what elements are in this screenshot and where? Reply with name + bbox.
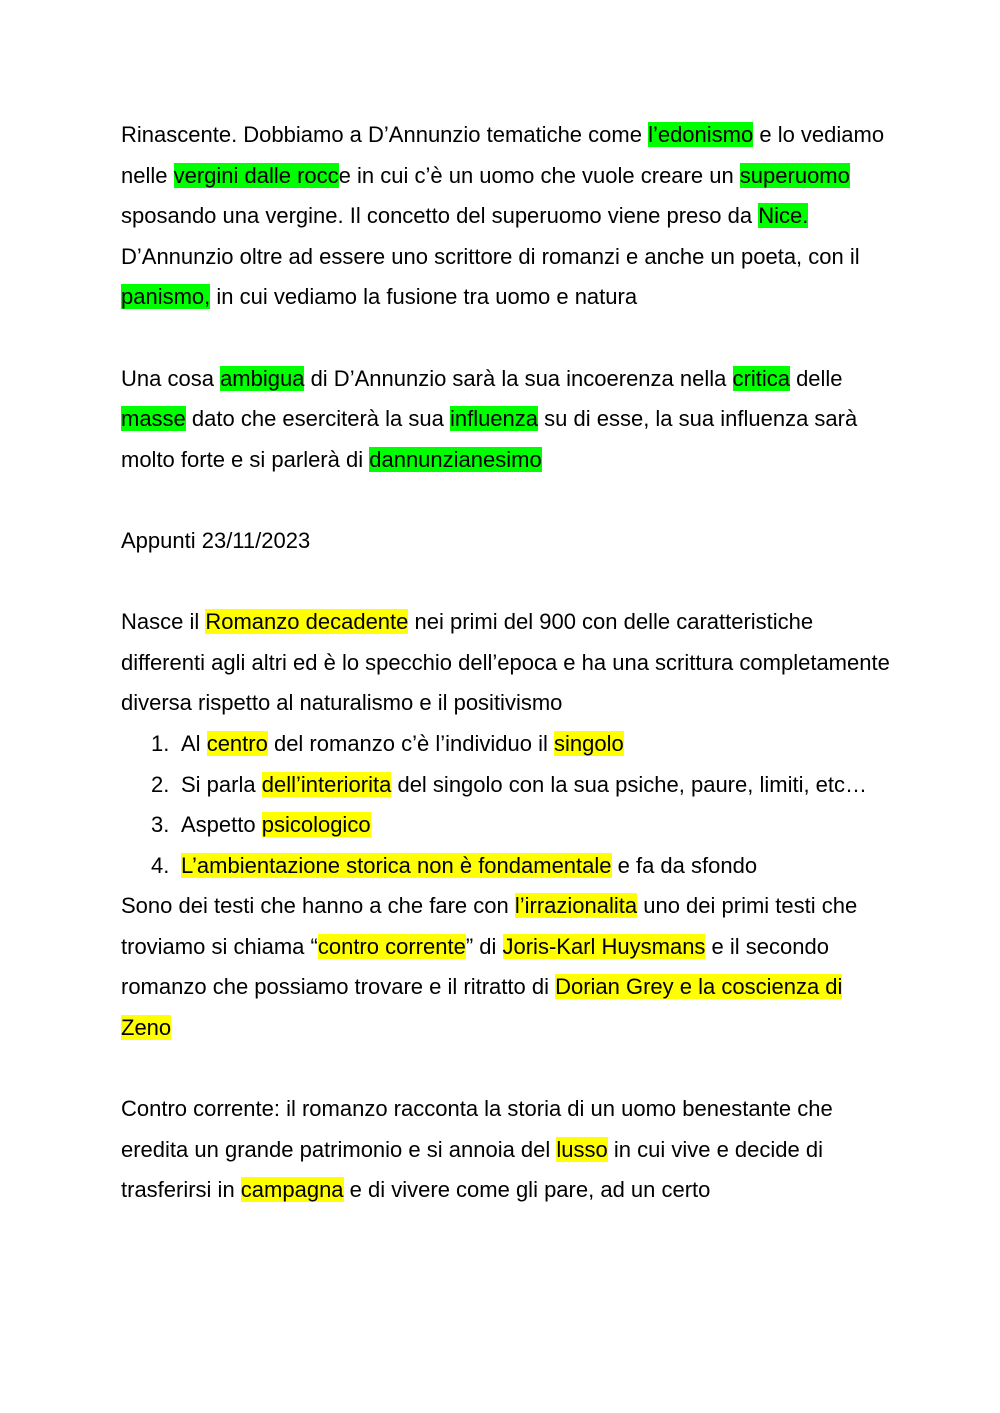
highlight-dannunzianesimo: dannunzianesimo (369, 446, 542, 472)
highlight-vergini-dalle-rocce: vergini dalle rocc (173, 162, 339, 188)
text-run: di D’Annunzio sarà la sua incoerenza nella (304, 365, 733, 391)
highlight-dorian-grey-zeno: Dorian Grey e la coscienza di Zeno (121, 974, 843, 1041)
highlight-lusso: lusso (556, 1136, 608, 1162)
highlight-critica: critica (732, 365, 790, 391)
text-run: e fa da sfondo (611, 852, 758, 878)
list-item (121, 765, 891, 806)
highlight-superuomo: superuomo (739, 162, 850, 188)
paragraph-gap (121, 318, 891, 359)
highlight-masse: masse (121, 406, 186, 432)
highlight-interiorita: dell’interiorita (261, 771, 392, 797)
highlight-psicologico: psicologico (261, 812, 371, 838)
highlight-ambientazione: L’ambientazione storica non è fondamentale (181, 852, 612, 878)
text-run: su di esse, la sua influenza sarà molto forte e si parlerà di (121, 406, 858, 472)
text-run: Contro corrente: il romanzo racconta la storia di un uomo benestante che eredita un grande patrimonio e si annoia del (121, 1096, 833, 1162)
text-run: Una cosa (121, 365, 221, 391)
text-run: nei primi del 900 con delle caratteristiche differenti agli altri ed è lo specchio dell’epoca e ha una scrittura completamente diversa rispetto al naturalismo e il positivismo (121, 609, 890, 716)
text-run: uno dei primi testi che troviamo si chiama “ (121, 893, 858, 959)
text-run: e il secondo romanzo che possiamo trovare e il ritratto di (121, 933, 829, 1000)
highlight-romanzo-decadente: Romanzo decadente (205, 609, 409, 635)
list-item (121, 846, 891, 887)
highlight-irrazionalita: l’irrazionalita (514, 893, 638, 919)
list-number: 4. (151, 852, 170, 878)
text-run: delle (789, 365, 843, 391)
text-run: e lo vediamo nelle (121, 122, 885, 188)
text-run: sposando una vergine. Il concetto del superuomo viene preso da (121, 203, 759, 229)
text-run: Sono dei testi che hanno a che fare con (121, 893, 515, 919)
paragraph-gap (121, 1049, 891, 1090)
highlight-singolo: singolo (553, 730, 624, 756)
highlight-centro: centro (206, 730, 268, 756)
text-run: Rinascente. Dobbiamo a D’Annunzio tematiche come (121, 122, 649, 147)
paragraph-romanzo-decadente (121, 602, 891, 724)
highlight-panismo: panismo, (121, 284, 211, 310)
highlight-campagna: campagna (240, 1177, 344, 1203)
list-number: 2. (151, 771, 170, 797)
highlight-nice: Nice. (758, 203, 809, 229)
text-run: D’Annunzio oltre ad essere uno scrittore di romanzi e anche un poeta, con il (121, 243, 860, 269)
highlight-huysmans: Joris-Karl Huysmans (502, 933, 706, 959)
list-number: 3. (151, 812, 170, 838)
text-run: Al (181, 730, 207, 756)
paragraph-gap (121, 562, 891, 603)
text-run: del romanzo c’è l’individuo il (267, 730, 554, 756)
notes-date-heading: Appunti 23/11/2023 (121, 527, 311, 553)
text-run: Si parla (181, 771, 262, 797)
highlight-ambigua: ambigua (220, 365, 305, 391)
document-page (121, 115, 891, 1211)
paragraph-first-texts (121, 886, 891, 1048)
highlight-influenza: influenza (449, 406, 539, 432)
paragraph-contro-corrente-plot (121, 1089, 891, 1211)
paragraph-dannunzio-ambiguity (121, 359, 891, 481)
text-run: e in cui c’è un uomo che vuole creare un (338, 162, 740, 188)
paragraph-dannunzio-themes (121, 115, 891, 318)
list-number: 1. (151, 730, 170, 756)
text-run: dato che eserciterà la sua (185, 406, 450, 432)
text-run: Nasce il (121, 609, 206, 635)
highlight-contro-corrente: contro corrente (317, 933, 466, 959)
text-run: Aspetto (181, 812, 262, 838)
text-run: del singolo con la sua psiche, paure, limiti, etc… (391, 771, 868, 797)
list-item (121, 724, 891, 765)
text-run: e di vivere come gli pare, ad un certo (343, 1177, 711, 1203)
characteristics-list (121, 724, 891, 886)
paragraph-gap (121, 480, 891, 521)
list-item (121, 805, 891, 846)
text-run: in cui vediamo la fusione tra uomo e natura (210, 284, 638, 310)
text-run: ” di (465, 933, 503, 959)
highlight-edonismo: l’edonismo (648, 122, 754, 147)
text-run: in cui vive e decide di trasferirsi in (121, 1136, 823, 1203)
